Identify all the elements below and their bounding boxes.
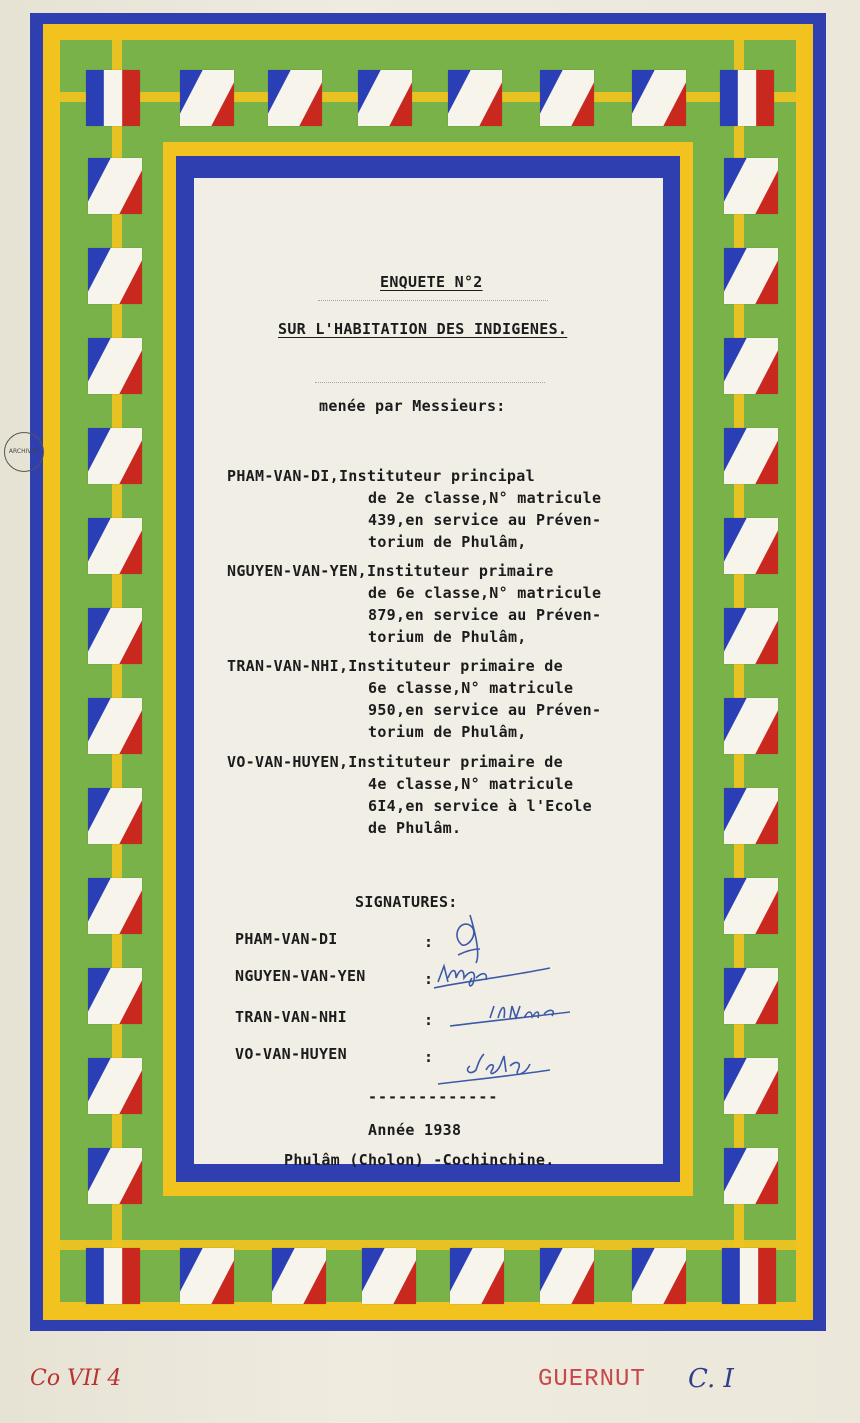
flag-tile — [724, 1148, 778, 1204]
flag-tile — [720, 70, 774, 126]
flag-tile — [632, 70, 686, 126]
separator-line: ------------- — [368, 1088, 499, 1106]
flag-tile — [86, 1248, 140, 1304]
flag-tile — [88, 968, 142, 1024]
signatory-colon: : — [424, 970, 434, 988]
member-detail-line: torium de Phulâm, — [368, 628, 527, 646]
member-detail-line: de 6e classe,N° matricule — [368, 584, 602, 602]
flag-tile — [724, 248, 778, 304]
signatory-colon: : — [424, 933, 434, 951]
flag-tile — [724, 878, 778, 934]
document-subtitle: SUR L'HABITATION DES INDIGENES. — [278, 320, 568, 338]
handwritten-mark: C. I — [688, 1364, 734, 1394]
flag-tile — [724, 428, 778, 484]
place-line: Phulâm (Cholon) -Cochinchine. — [284, 1151, 555, 1169]
member-detail-line: 6e classe,N° matricule — [368, 679, 574, 697]
flag-tile — [180, 1248, 234, 1304]
document-title: ENQUETE N°2 — [380, 273, 483, 291]
flag-tile — [88, 338, 142, 394]
member-detail-line: 4e classe,N° matricule — [368, 775, 574, 793]
year-line: Année 1938 — [368, 1121, 462, 1139]
flag-tile — [88, 1058, 142, 1114]
flag-tile — [540, 70, 594, 126]
flag-tile — [272, 1248, 326, 1304]
dotted-rule — [318, 300, 548, 301]
flag-tile — [632, 1248, 686, 1304]
archive-stamp: ARCHIVES — [4, 432, 44, 472]
member-detail-line: 879,en service au Préven- — [368, 606, 602, 624]
flag-tile — [88, 698, 142, 754]
signatory-name: TRAN-VAN-NHI — [235, 1008, 347, 1026]
flag-tile — [722, 1248, 776, 1304]
flag-tile — [724, 608, 778, 664]
member-detail-line: torium de Phulâm, — [368, 533, 527, 551]
flag-tile — [88, 788, 142, 844]
member-name-line: PHAM-VAN-DI,Instituteur principal — [227, 467, 535, 485]
flag-tile — [88, 248, 142, 304]
flag-tile — [448, 70, 502, 126]
flag-tile — [724, 968, 778, 1024]
flag-tile — [724, 788, 778, 844]
flag-tile — [88, 1148, 142, 1204]
signatory-name: VO-VAN-HUYEN — [235, 1045, 347, 1063]
flag-tile — [88, 878, 142, 934]
flag-tile — [86, 70, 140, 126]
member-name-line: NGUYEN-VAN-YEN,Instituteur primaire — [227, 562, 554, 580]
member-detail-line: 439,en service au Préven- — [368, 511, 602, 529]
flag-tile — [724, 1058, 778, 1114]
member-name-line: VO-VAN-HUYEN,Instituteur primaire de — [227, 753, 563, 771]
dotted-rule — [315, 382, 545, 383]
flag-tile — [358, 70, 412, 126]
flag-tile — [268, 70, 322, 126]
member-detail-line: de 2e classe,N° matricule — [368, 489, 602, 507]
flag-tile — [724, 698, 778, 754]
member-detail-line: 6I4,en service à l'Ecole — [368, 797, 592, 815]
signatory-colon: : — [424, 1011, 434, 1029]
member-name-line: TRAN-VAN-NHI,Instituteur primaire de — [227, 657, 563, 675]
flag-tile — [540, 1248, 594, 1304]
signatory-colon: : — [424, 1048, 434, 1066]
red-stamp: GUERNUT — [538, 1366, 646, 1393]
flag-tile — [88, 428, 142, 484]
flag-tile — [88, 608, 142, 664]
led-by-label: menée par Messieurs: — [319, 397, 506, 415]
signatory-name: PHAM-VAN-DI — [235, 930, 338, 948]
signatures-heading: SIGNATURES: — [355, 893, 458, 911]
signature-nguyen-van-yen — [430, 950, 560, 1000]
member-detail-line: de Phulâm. — [368, 819, 462, 837]
signatory-name: NGUYEN-VAN-YEN — [235, 967, 366, 985]
handwritten-reference: Co VII 4 — [30, 1366, 122, 1391]
flag-tile — [362, 1248, 416, 1304]
signature-vo-van-huyen — [430, 1040, 570, 1090]
flag-tile — [724, 518, 778, 574]
flag-tile — [450, 1248, 504, 1304]
member-detail-line: torium de Phulâm, — [368, 723, 527, 741]
member-detail-line: 950,en service au Préven- — [368, 701, 602, 719]
flag-tile — [724, 338, 778, 394]
signature-tran-van-nhi — [440, 996, 580, 1040]
flag-tile — [88, 158, 142, 214]
flag-tile — [180, 70, 234, 126]
flag-tile — [724, 158, 778, 214]
flag-tile — [88, 518, 142, 574]
